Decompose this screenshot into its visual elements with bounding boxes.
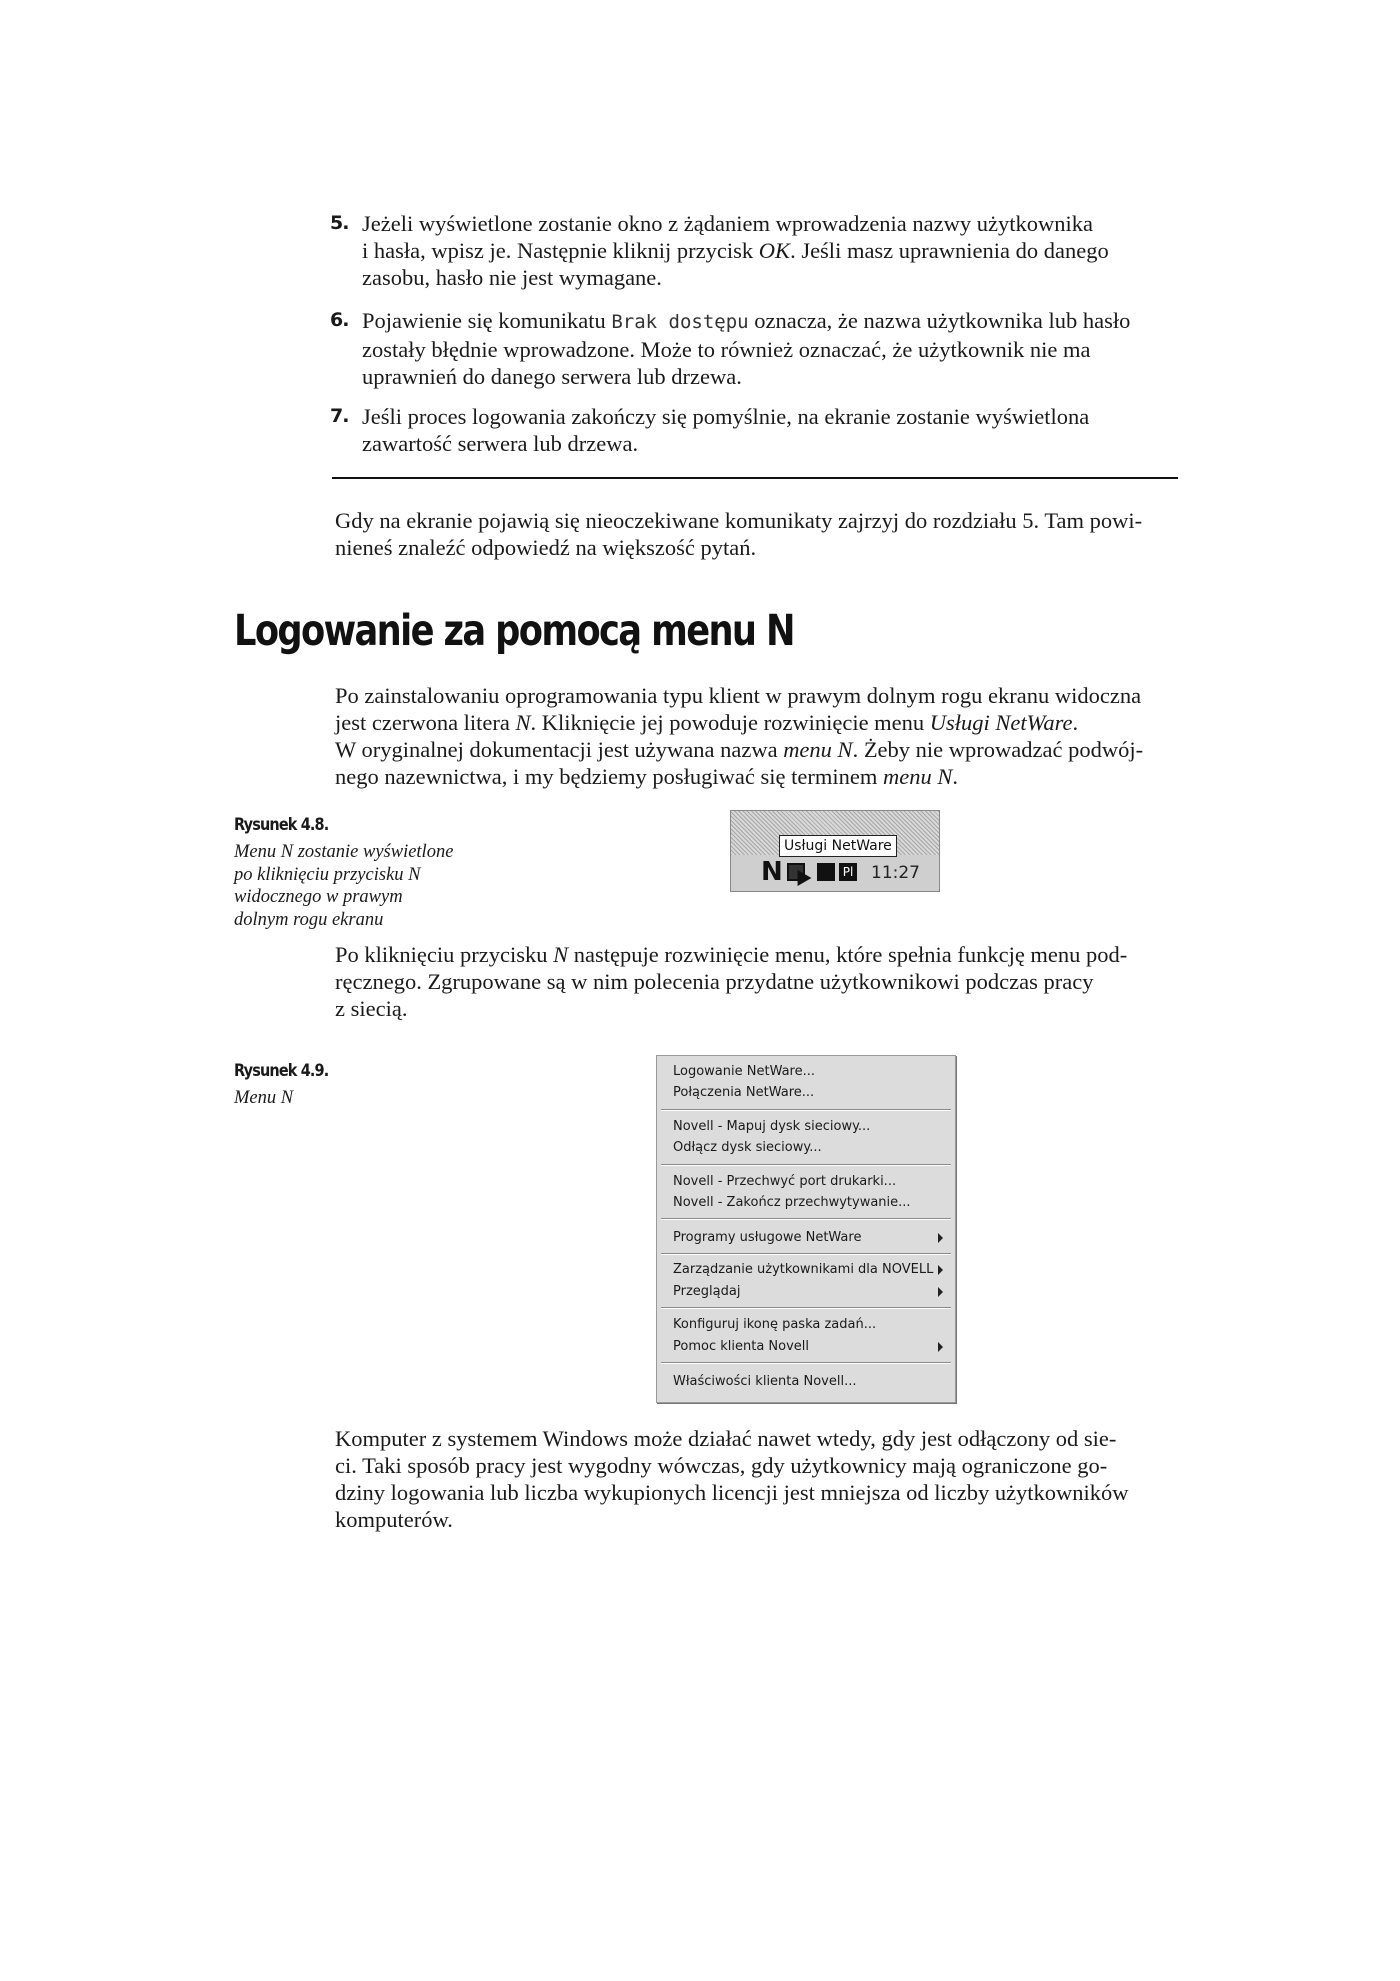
figure-title: Rysunek 4.9. (234, 1061, 329, 1081)
step-text: Jeśli proces logowania zakończy się pomyślnie, na ekranie zostanie wyświetlona zawartość serwera lub drzewa. (362, 404, 1090, 456)
menu-item-logowanie[interactable]: Logowanie NetWare... (673, 1064, 816, 1079)
figure-title: Rysunek 4.8. (234, 815, 329, 835)
menu-separator (661, 1362, 951, 1364)
menu-separator (661, 1109, 951, 1111)
step-text: Jeżeli wyświetlone zostanie okno z żądaniem wprowadzenia nazwy użytkownika i hasła, wpisz je. Następnie kliknij przycisk OK. Jeśli masz uprawnienia do danego zasobu, hasło nie jest wymagane. (362, 211, 1109, 290)
menu-separator (661, 1253, 951, 1255)
menu-item-polaczenia[interactable]: Połączenia NetWare... (673, 1085, 815, 1100)
novell-menu (656, 1055, 956, 1403)
paragraph-unexpected-messages: Gdy na ekranie pojawią się nieoczekiwane komunikaty zajrzyj do rozdziału 5. Tam powi- nieneś znaleźć odpowiedź na większość pytań. (335, 508, 1143, 560)
submenu-arrow-icon (938, 1265, 943, 1275)
menu-item-zakoncz-przechwytywanie[interactable]: Novell - Zakończ przechwytywanie... (673, 1195, 911, 1210)
step-text: Pojawienie się komunikatu Brak dostępu oznacza, że nazwa użytkownika lub hasło zostały błędnie wprowadzone. Może to również oznaczać, że użytkownik nie ma uprawnień do danego serwera lub drzewa. (362, 308, 1131, 389)
paragraph-offline-work: Komputer z systemem Windows może działać nawet wtedy, gdy jest odłączony od sie- ci. Taki sposób pracy jest wygodny wówczas, gdy użytkownicy mają ograniczone go- dziny logowania lub liczba wykupionych licencji jest mniejsza od liczby użytkowników komputerów. (335, 1426, 1129, 1532)
submenu-arrow-icon (938, 1287, 943, 1297)
step-number: 7. (330, 405, 349, 427)
figure-caption: Menu N (234, 1088, 294, 1108)
pen-icon[interactable] (817, 863, 835, 881)
step-6 (330, 307, 1170, 390)
paragraph-menu-n-intro: Po zainstalowaniu oprogramowania typu klient w prawym dolnym rogu ekranu widoczna jest czerwona litera N. Kliknięcie jej powoduje rozwinięcie menu Usługi NetWare. W oryginalnej dokumentacji jest używana nazwa menu N. Żeby nie wprowadzać podwój- nego nazewnictwa, i my będziemy posługiwać się terminem menu N. (335, 683, 1144, 789)
step-number: 5. (330, 212, 349, 234)
paragraph-menu-description: Po kliknięciu przycisku N następuje rozwinięcie menu, które spełnia funkcję menu pod- ręcznego. Zgrupowane są w nim polecenia przydatne użytkownikowi podczas pracy z siecią. (335, 942, 1128, 1021)
system-tray-screenshot (730, 810, 940, 892)
menu-item-odlacz-dysk[interactable]: Odłącz dysk sieciowy... (673, 1140, 822, 1155)
menu-item-przegladaj[interactable]: Przeglądaj (673, 1284, 943, 1300)
clock: 11:27 (871, 863, 920, 883)
figure-4-8-label (234, 812, 534, 931)
menu-item-mapuj-dysk[interactable]: Novell - Mapuj dysk sieciowy... (673, 1119, 871, 1134)
menu-item-przechwyc-port[interactable]: Novell - Przechwyć port drukarki... (673, 1174, 897, 1189)
menu-separator (661, 1307, 951, 1309)
step-7 (330, 403, 1170, 457)
menu-separator (661, 1218, 951, 1220)
menu-separator (661, 1164, 951, 1166)
figure-4-9-label (234, 1058, 534, 1110)
menu-item-programy-uslugowe[interactable]: Programy usługowe NetWare (673, 1230, 943, 1246)
section-heading: Logowanie za pomocą menu N (234, 606, 794, 656)
step-number: 6. (330, 309, 349, 331)
figure-caption: Menu N zostanie wyświetlone po kliknięciu przycisku N widocznego w prawym dolnym rogu ekranu (234, 842, 454, 930)
submenu-arrow-icon (938, 1233, 943, 1243)
language-icon[interactable]: Pl (839, 863, 857, 881)
horizontal-rule (332, 477, 1178, 479)
tooltip-uslugi-netware: Usługi NetWare (779, 835, 897, 857)
menu-item-wlasciwosci-klienta[interactable]: Właściwości klienta Novell... (673, 1374, 857, 1389)
submenu-arrow-icon (938, 1342, 943, 1352)
code-text: Brak dostępu (611, 311, 749, 333)
step-5 (330, 210, 1170, 291)
novell-n-icon[interactable]: N (761, 857, 783, 887)
menu-item-zarzadzanie-uzytkownikami[interactable]: Zarządzanie użytkownikami dla NOVELL (673, 1262, 943, 1278)
menu-item-konfiguruj-ikone[interactable]: Konfiguruj ikonę paska zadań... (673, 1317, 877, 1332)
menu-item-pomoc-klienta[interactable]: Pomoc klienta Novell (673, 1339, 943, 1355)
